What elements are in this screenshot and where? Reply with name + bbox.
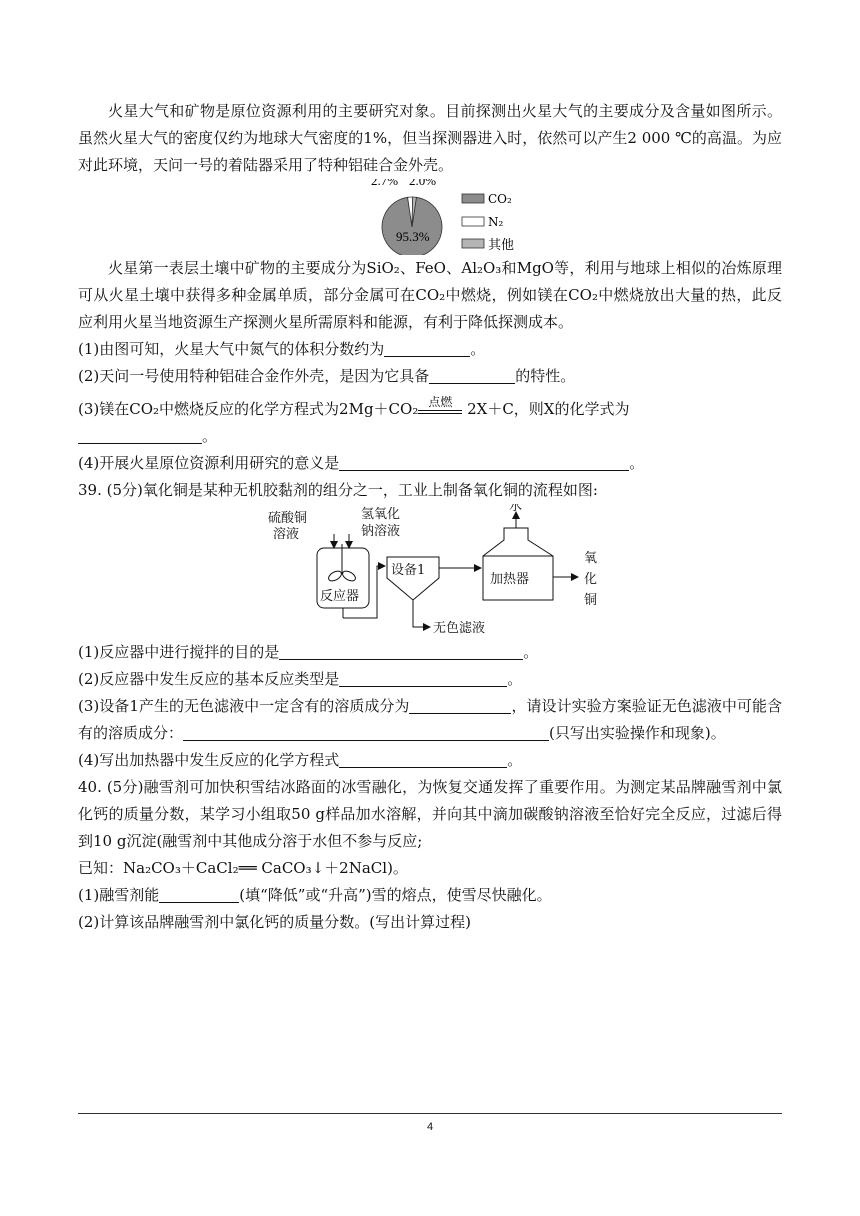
answer-blank[interactable] [78,427,202,444]
answer-blank[interactable] [339,454,629,471]
q40-part1 [78,882,782,909]
q39-part3 [78,693,782,747]
q39-part3-mid: ，请设计实验方案验证无色滤液中可能含有的溶质成分： [78,697,782,742]
product-label-2: 化 [584,572,598,587]
answer-blank[interactable] [409,697,511,714]
q38-part1 [78,336,782,363]
answer-blank[interactable] [159,886,239,903]
legend-swatch-co2 [462,194,484,203]
product-label-1: 氧 [584,551,598,566]
q39-part1-end: 。 [523,643,539,661]
intro-paragraph-2: 火星第一表层土壤中矿物的主要成分为SiO₂、FeO、Al₂O₃和MgO等，利用与地球上相似的冶炼原理可从火星土壤中获得多种金属单质，部分金属可在CO₂中燃烧，例如镁在CO₂中燃烧放出大量的热，此反应利用火星当地资源生产探测火星所需原料和能源，有利于降低探测成本。 [78,259,782,331]
intro-paragraph-1: 火星大气和矿物是原位资源利用的主要研究对象。目前探测出火星大气的主要成分及含量如图所示。虽然火星大气的密度仅约为地球大气密度的1%，但当探测器进入时，依然可以产生2 000 ℃的高温。为应对此环境，天问一号的着陆器采用了特种铝硅合金外壳。 [78,102,782,174]
flow-diagram [78,504,782,639]
legend-n2: N₂ [488,215,504,229]
pie-chart [78,179,782,255]
product-label-3: 铜 [584,593,598,608]
q38-part3-mid: 2X＋C，则X的化学式为 [462,400,630,418]
q38-part3 [78,396,782,423]
q40-part1-end: (填“降低”或“升高”)雪的熔点，使雪尽快融化。 [239,886,552,904]
reactor-label: 反应器 [320,589,360,604]
footer-divider [78,1113,782,1114]
q38-part3-end: 。 [202,427,218,445]
q38-part1-text: (1)由图可知，火星大气中氮气的体积分数约为 [78,340,385,358]
label-co2: 95.3% [396,229,430,244]
q38-part4 [78,450,782,477]
input-naoh-1: 氢氧化 [361,507,401,522]
flow-diagram-svg [78,504,782,639]
q38-part2-text: (2)天问一号使用特种铝硅合金作外壳，是因为它具备 [78,367,430,385]
q38-part1-end: 。 [470,340,486,358]
legend-swatch-other [462,239,484,248]
heater-unit [483,528,553,600]
input-copper-sulfate-1: 硫酸铜 [268,511,308,526]
exam-page [78,98,782,936]
answer-blank[interactable] [339,751,507,768]
reaction-condition [418,395,462,414]
q40-part2: (2)计算该品牌融雪剂中氯化钙的质量分数。(写出计算过程) [78,913,471,931]
label-other: 2.0% [409,179,437,188]
answer-blank[interactable] [384,340,470,357]
input-copper-sulfate-2: 溶液 [273,527,300,542]
pie-chart-svg [78,179,782,255]
answer-blank[interactable] [339,670,507,687]
q38-part2-end: 的特性。 [515,367,576,385]
q40-heading: 40. (5分)融雪剂可加快积雪结冰路面的冰雪融化，为恢复交通发挥了重要作用。为测定某品牌融雪剂中氯化钙的质量分数，某学习小组取50 g样品加水溶解，并向其中滴加碳酸钠溶液至恰好完全反应，过滤后得到10 g沉淀(融雪剂中其他成分溶于水但不参与反应; [78,778,782,850]
q39-part4 [78,747,782,774]
q39-heading: 39. (5分)氧化铜是某种无机胶黏剂的组分之一，工业上制备氧化铜的流程如图: [78,481,598,499]
answer-blank[interactable] [279,643,523,660]
heater-label: 加热器 [490,572,530,587]
q40-known: 已知：Na₂CO₃＋CaCl₂══ CaCO₃↓＋2NaCl)。 [78,859,408,877]
q39-part4-text: (4)写出加热器中发生反应的化学方程式 [78,751,340,769]
legend-other: 其他 [488,238,515,253]
water-label: 水 [509,504,523,514]
q38-part4-text: (4)开展火星原位资源利用研究的意义是 [78,454,340,472]
device1-label: 设备1 [391,563,426,578]
q38-part3-line2 [78,423,782,450]
q38-part2 [78,363,782,390]
legend-swatch-n2 [462,217,484,226]
answer-blank[interactable] [429,367,515,384]
page-number: 4 [426,1121,434,1133]
q40-part1-text: (1)融雪剂能 [78,886,160,904]
answer-blank[interactable] [183,724,549,741]
legend-co2: CO₂ [488,192,512,206]
q39-part1-text: (1)反应器中进行搅拌的目的是 [78,643,280,661]
q38-part3-text: (3)镁在CO₂中燃烧反应的化学方程式为2Mg＋CO₂ [78,400,419,418]
q39-part4-end: 。 [507,751,523,769]
filtrate-label: 无色滤液 [433,621,486,636]
input-naoh-2: 钠溶液 [361,524,401,539]
q39-part2-text: (2)反应器中发生反应的基本反应类型是 [78,670,340,688]
q39-part2 [78,666,782,693]
q39-part3-text: (3)设备1产生的无色滤液中一定含有的溶质成分为 [78,697,410,715]
q39-part2-end: 。 [507,670,523,688]
q39-part1 [78,639,782,666]
condition-label: 点燃 [428,395,453,409]
label-n2: 2.7% [371,179,399,188]
q38-part4-end: 。 [629,454,645,472]
q39-part3-end: (只写出实验操作和现象)。 [549,724,726,742]
